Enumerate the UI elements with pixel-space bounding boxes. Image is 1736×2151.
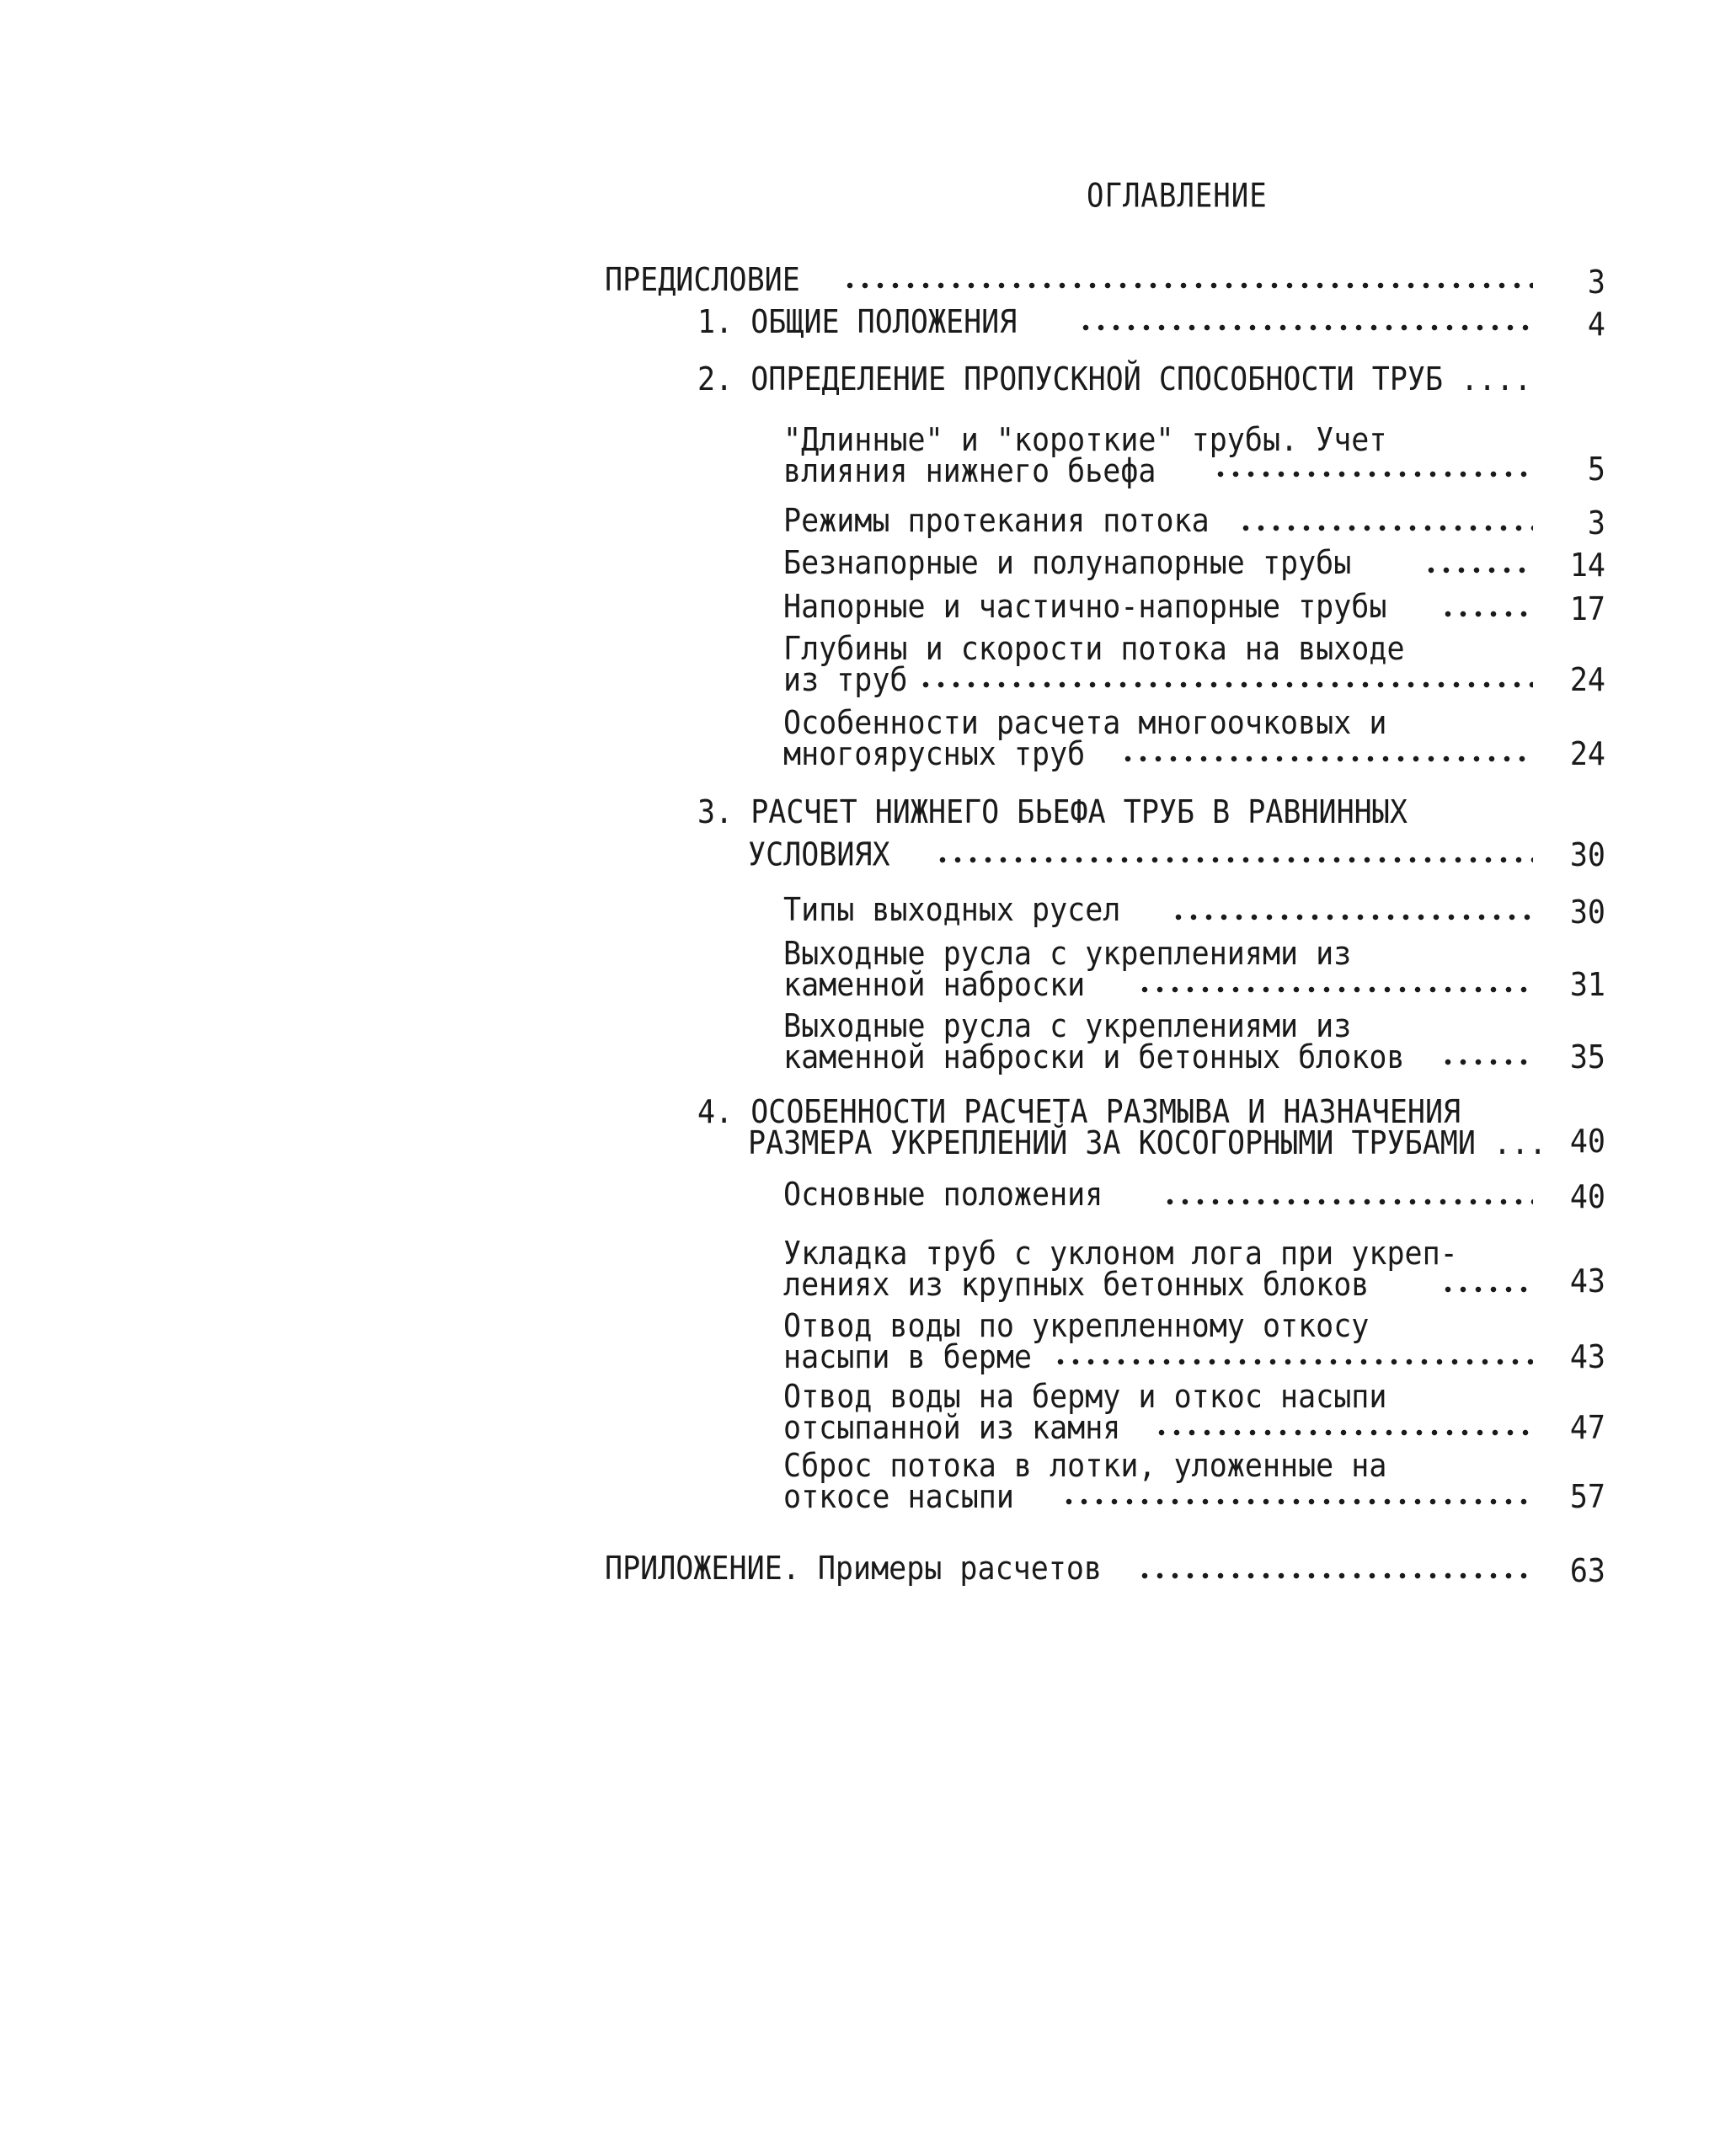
toc-entry-title: ПРЕДИСЛОВИЕ (605, 261, 800, 299)
toc-leader (1154, 1428, 1533, 1437)
toc-entry-1 (697, 303, 1018, 341)
toc-entry-number: 1. (697, 303, 734, 341)
toc-leader (1171, 913, 1533, 921)
toc-entry-line: УСЛОВИЯХ (748, 836, 890, 874)
toc-entry-line: отсыпанной из камня (783, 1410, 1121, 1448)
toc-entry-title: Безнапорные и полунапорные трубы (783, 544, 1352, 582)
toc-page-number: 24 (1569, 662, 1605, 699)
toc-page-number: 24 (1569, 736, 1605, 773)
toc-entry-4 (697, 1093, 1547, 1163)
toc-entry-title: ПРИЛОЖЕНИЕ. Примеры расчетов (605, 1550, 1103, 1588)
toc-leader (842, 281, 1533, 290)
toc-entry-2 (697, 360, 1532, 398)
toc-entry-line: Отвод воды на берму и откос насыпи (783, 1378, 1387, 1416)
toc-leader (1440, 610, 1533, 618)
toc-entry-line: Особенности расчета многоочковых и (783, 704, 1387, 742)
toc-page-number: 35 (1569, 1039, 1605, 1076)
toc-leader (1162, 1198, 1533, 1206)
toc-page-number: 30 (1569, 894, 1605, 931)
toc-entry-preface (605, 261, 800, 299)
toc-page-number: 30 (1569, 837, 1605, 874)
toc-entry-3-1 (783, 891, 1121, 929)
toc-entry-line: Выходные русла с укреплениями из (783, 1007, 1352, 1045)
toc-entry-line: "Длинные" и "короткие" трубы. Учет (783, 421, 1387, 459)
toc-entry-line: Выходные русла с укреплениями из (783, 935, 1352, 973)
toc-entry-4-1 (783, 1176, 1103, 1214)
toc-entry-line: откосе насыпи (783, 1479, 1014, 1517)
toc-entry-line: Отвод воды по укрепленному откосу (783, 1307, 1370, 1345)
toc-page-number: 43 (1569, 1339, 1605, 1376)
toc-page-number: 5 (1587, 451, 1605, 488)
toc-leader (1061, 1497, 1533, 1506)
toc-entry-line: многоярусных труб (783, 736, 1086, 774)
toc-page-number: 63 (1569, 1553, 1605, 1590)
toc-entry-2-4 (783, 588, 1387, 626)
toc-page-number: 43 (1569, 1263, 1605, 1300)
toc-entry-title: ОБЩИЕ ПОЛОЖЕНИЯ (750, 303, 1018, 341)
toc-leader (1213, 470, 1533, 478)
toc-page-number: 4 (1587, 307, 1605, 344)
toc-entry-appendix (605, 1550, 1103, 1588)
toc-entry-title: ОПРЕДЕЛЕНИЕ ПРОПУСКНОЙ СПОСОБНОСТИ ТРУБ .... (750, 360, 1532, 398)
toc-entry-title: Напорные и частично-напорные трубы (783, 588, 1387, 626)
toc-entry-line: каменной наброски (783, 967, 1086, 1005)
toc-entry-number: 2. (697, 360, 734, 398)
toc-page-number: 3 (1587, 264, 1605, 302)
toc-leader (1137, 985, 1533, 994)
toc-leader (1440, 1058, 1533, 1066)
toc-leader (1078, 323, 1533, 332)
toc-leader (1120, 755, 1533, 763)
toc-entry-4-2 (783, 1235, 1458, 1305)
toc-entry-line: Сброс потока в лотки, уложенные на (783, 1447, 1387, 1485)
toc-page-number: 17 (1569, 591, 1605, 628)
toc-page-number: 40 (1569, 1179, 1605, 1216)
toc-leader (1053, 1358, 1533, 1366)
toc-entry-2-2 (783, 502, 1210, 540)
toc-page-number: 40 (1569, 1124, 1605, 1161)
toc-page-number: 47 (1569, 1410, 1605, 1447)
toc-entry-line: ОСОБЕННОСТИ РАСЧЕТА РАЗМЫВА И НАЗНАЧЕНИЯ (750, 1093, 1461, 1131)
toc-leader (1238, 524, 1533, 532)
toc-entry-title: Типы выходных русел (783, 891, 1121, 929)
toc-leader (935, 856, 1533, 864)
toc-page-number: 57 (1569, 1479, 1605, 1516)
toc-leader (1440, 1285, 1533, 1294)
toc-entry-2-3 (783, 544, 1352, 582)
toc-entry-number: 3. (697, 793, 734, 831)
toc-heading: ОГЛАВЛЕНИЕ (1087, 177, 1268, 216)
toc-entry-3-3 (783, 1007, 1405, 1077)
toc-entry-line: лениях из крупных бетонных блоков (783, 1267, 1370, 1305)
toc-entry-line: РАЗМЕРА УКРЕПЛЕНИЙ ЗА КОСОГОРНЫМИ ТРУБАМИ ... (748, 1125, 1547, 1163)
toc-entry-line: каменной наброски и бетонных блоков (783, 1039, 1405, 1077)
toc-leader (1424, 566, 1533, 574)
toc-entry-line: Укладка труб с уклоном лога при укреп- (783, 1235, 1458, 1273)
toc-page-number: 3 (1587, 505, 1605, 542)
toc-page-number: 31 (1569, 967, 1605, 1004)
toc-page-number: 14 (1569, 547, 1605, 584)
toc-leader (918, 681, 1533, 689)
toc-entry-line: из труб (783, 662, 908, 700)
toc-entry-line: насыпи в берме (783, 1339, 1033, 1377)
toc-entry-title: Основные положения (783, 1176, 1103, 1214)
toc-entry-title: Режимы протекания потока (783, 502, 1210, 540)
toc-entry-number: 4. (697, 1093, 734, 1131)
toc-leader (1137, 1572, 1533, 1580)
toc-entry-line: РАСЧЕТ НИЖНЕГО БЬЕФА ТРУБ В РАВНИННЫХ (750, 793, 1407, 831)
toc-entry-line: влияния нижнего бьефа (783, 453, 1156, 491)
toc-entry-line: Глубины и скорости потока на выходе (783, 630, 1405, 668)
